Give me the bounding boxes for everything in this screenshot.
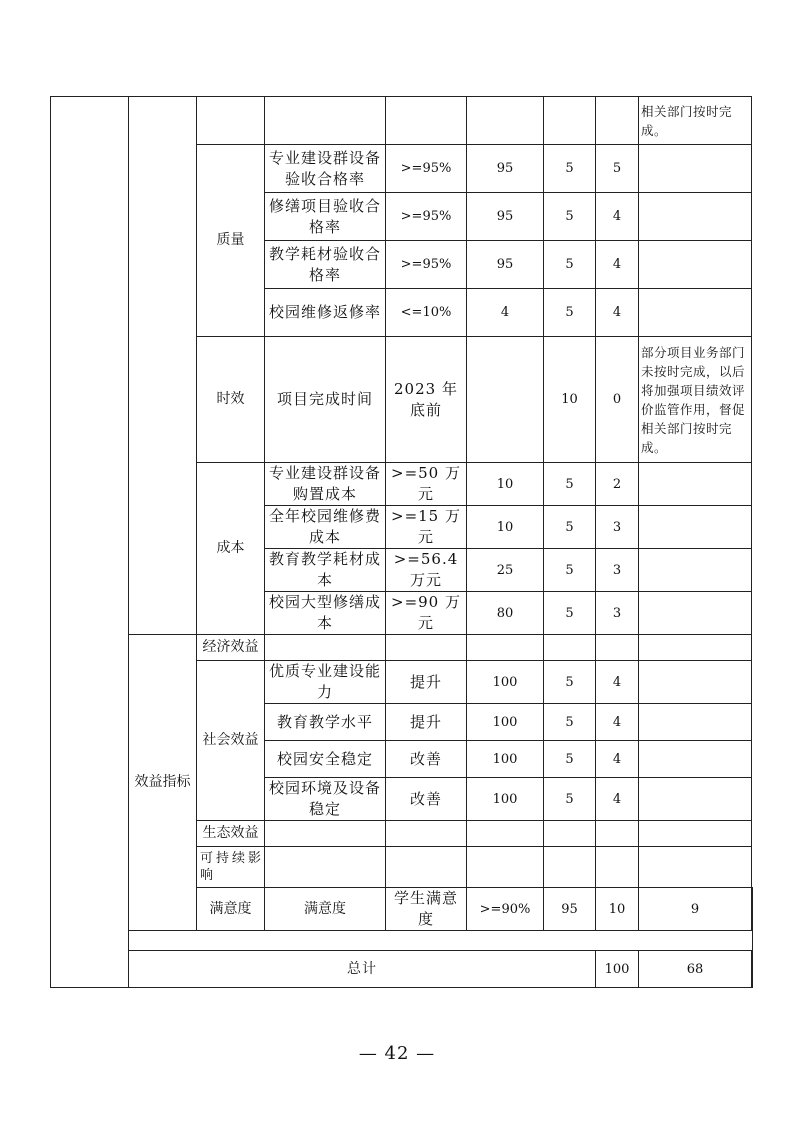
indicator-cell: 教学耗材验收合格率 <box>265 241 386 289</box>
indicator-cell: 修缮项目验收合格率 <box>265 193 386 241</box>
weight-cell: 5 <box>544 704 596 741</box>
page-number: — 42 — <box>358 1043 436 1064</box>
indicator-cell: 教育教学耗材成本 <box>265 549 386 592</box>
actual-cell: 100 <box>467 778 544 821</box>
score-cell-blank <box>596 635 639 661</box>
remark-cell <box>639 145 752 193</box>
indicator-cell: 学生满意度 <box>386 888 467 931</box>
weight-cell: 10 <box>544 337 596 463</box>
second-level-column-blank <box>129 97 197 635</box>
target-cell: >=95% <box>386 241 467 289</box>
actual-cell: 10 <box>467 463 544 506</box>
target-cell: >=95% <box>386 193 467 241</box>
actual-cell: 25 <box>467 549 544 592</box>
total-weight: 100 <box>596 951 639 988</box>
timeliness-label: 时效 <box>197 337 265 463</box>
actual-cell: 95 <box>467 241 544 289</box>
actual-cell: 4 <box>467 289 544 337</box>
remark-cell: 部分项目业务部门未按时完成，以后将加强项目绩效评价监管作用，督促相关部门按时完成。 <box>639 337 752 463</box>
score-cell: 9 <box>639 888 752 931</box>
indicator-cell: 优质专业建设能力 <box>265 661 386 704</box>
score-cell: 5 <box>596 145 639 193</box>
target-cell: >=90 万元 <box>386 592 467 635</box>
indicator-cell-blank <box>265 635 386 661</box>
target-cell-blank <box>386 635 467 661</box>
weight-cell: 5 <box>544 506 596 549</box>
actual-cell-blank <box>467 821 544 847</box>
actual-cell: 10 <box>467 506 544 549</box>
remark-cell <box>752 888 753 931</box>
weight-cell: 5 <box>544 145 596 193</box>
remark-cell <box>639 592 752 635</box>
score-cell-blank <box>596 847 639 888</box>
weight-cell: 5 <box>544 778 596 821</box>
target-cell: <=10% <box>386 289 467 337</box>
weight-cell: 5 <box>544 289 596 337</box>
indicator-cell: 专业建设群设备验收合格率 <box>265 145 386 193</box>
actual-cell-blank <box>467 635 544 661</box>
remark-cell <box>639 661 752 704</box>
weight-cell-blank <box>544 821 596 847</box>
target-cell: >=90% <box>467 888 544 931</box>
score-cell: 4 <box>596 241 639 289</box>
actual-cell: 95 <box>467 193 544 241</box>
remark-cell <box>639 847 752 888</box>
weight-cell: 5 <box>544 549 596 592</box>
economic-benefit-label: 经济效益 <box>197 635 265 661</box>
sustainable-impact-label: 可持续影响 <box>197 847 265 888</box>
target-cell: 提升 <box>386 661 467 704</box>
table-row <box>51 97 753 145</box>
actual-cell: 100 <box>467 661 544 704</box>
target-cell: 改善 <box>386 778 467 821</box>
remark-cell <box>639 241 752 289</box>
score-cell: 4 <box>596 741 639 778</box>
score-cell: 3 <box>596 506 639 549</box>
indicator-cell: 教育教学水平 <box>265 704 386 741</box>
remark-cell <box>639 704 752 741</box>
target-cell-blank <box>386 847 467 888</box>
remark-cell <box>639 193 752 241</box>
weight-cell: 5 <box>544 193 596 241</box>
remark-cell <box>639 289 752 337</box>
total-score: 68 <box>639 951 752 988</box>
target-cell: >=95% <box>386 145 467 193</box>
indicator-cell: 项目完成时间 <box>265 337 386 463</box>
remark-cell <box>639 741 752 778</box>
remark-cell <box>639 463 752 506</box>
ecological-benefit-label: 生态效益 <box>197 821 265 847</box>
indicator-cell: 专业建设群设备购置成本 <box>265 463 386 506</box>
score-cell: 3 <box>596 592 639 635</box>
satisfaction-level2-label: 满意度 <box>197 888 265 931</box>
indicator-cell-blank <box>265 847 386 888</box>
indicator-cell-blank <box>265 821 386 847</box>
actual-cell: 95 <box>467 145 544 193</box>
score-cell: 3 <box>596 549 639 592</box>
quality-label: 质量 <box>197 145 265 337</box>
score-cell: 4 <box>596 193 639 241</box>
total-row <box>51 951 753 988</box>
target-cell: 2023 年底前 <box>386 337 467 463</box>
table-row <box>51 635 753 661</box>
total-label: 总计 <box>129 951 596 988</box>
remark-cell: 相关部门按时完成。 <box>639 97 752 145</box>
target-cell-blank <box>386 97 467 145</box>
indicator-cell-blank <box>265 97 386 145</box>
remark-cell <box>639 778 752 821</box>
weight-cell: 5 <box>544 463 596 506</box>
actual-cell: 100 <box>467 704 544 741</box>
score-cell: 4 <box>596 778 639 821</box>
target-cell-blank <box>386 821 467 847</box>
score-cell: 4 <box>596 289 639 337</box>
remark-cell <box>639 549 752 592</box>
weight-cell: 10 <box>596 888 639 931</box>
weight-cell: 5 <box>544 741 596 778</box>
performance-evaluation-table <box>50 96 753 988</box>
target-cell: >=50 万元 <box>386 463 467 506</box>
table-row-empty <box>51 931 753 951</box>
first-level-column-blank <box>51 97 129 988</box>
score-cell-blank <box>596 97 639 145</box>
benefit-indicator-label: 效益指标 <box>129 635 197 931</box>
weight-cell: 5 <box>544 661 596 704</box>
score-cell-blank <box>596 821 639 847</box>
cost-label: 成本 <box>197 463 265 635</box>
indicator-cell: 全年校园维修费成本 <box>265 506 386 549</box>
score-cell: 4 <box>596 661 639 704</box>
weight-cell-blank <box>544 635 596 661</box>
remark-cell <box>639 506 752 549</box>
weight-cell: 5 <box>544 592 596 635</box>
indicator-cell: 校园大型修缮成本 <box>265 592 386 635</box>
target-cell: 改善 <box>386 741 467 778</box>
score-cell: 0 <box>596 337 639 463</box>
indicator-cell: 校园环境及设备稳定 <box>265 778 386 821</box>
score-cell: 2 <box>596 463 639 506</box>
weight-cell-blank <box>544 847 596 888</box>
social-benefit-label: 社会效益 <box>197 661 265 821</box>
indicator-cell: 校园安全稳定 <box>265 741 386 778</box>
actual-cell: 80 <box>467 592 544 635</box>
weight-cell-blank <box>544 97 596 145</box>
remark-cell <box>639 821 752 847</box>
indicator-cell: 校园维修返修率 <box>265 289 386 337</box>
actual-cell-blank <box>467 847 544 888</box>
weight-cell: 5 <box>544 241 596 289</box>
actual-cell-blank <box>467 337 544 463</box>
target-cell: >=56.4 万元 <box>386 549 467 592</box>
actual-cell-blank <box>467 97 544 145</box>
performance-table-container <box>50 96 753 988</box>
total-remark-cell <box>752 951 753 988</box>
empty-cell <box>129 931 753 951</box>
target-cell: 提升 <box>386 704 467 741</box>
score-cell: 4 <box>596 704 639 741</box>
actual-cell: 95 <box>544 888 596 931</box>
third-level-cell-blank <box>197 97 265 145</box>
actual-cell: 100 <box>467 741 544 778</box>
remark-cell <box>639 635 752 661</box>
satisfaction-level3-label: 满意度 <box>265 888 386 931</box>
target-cell: >=15 万元 <box>386 506 467 549</box>
